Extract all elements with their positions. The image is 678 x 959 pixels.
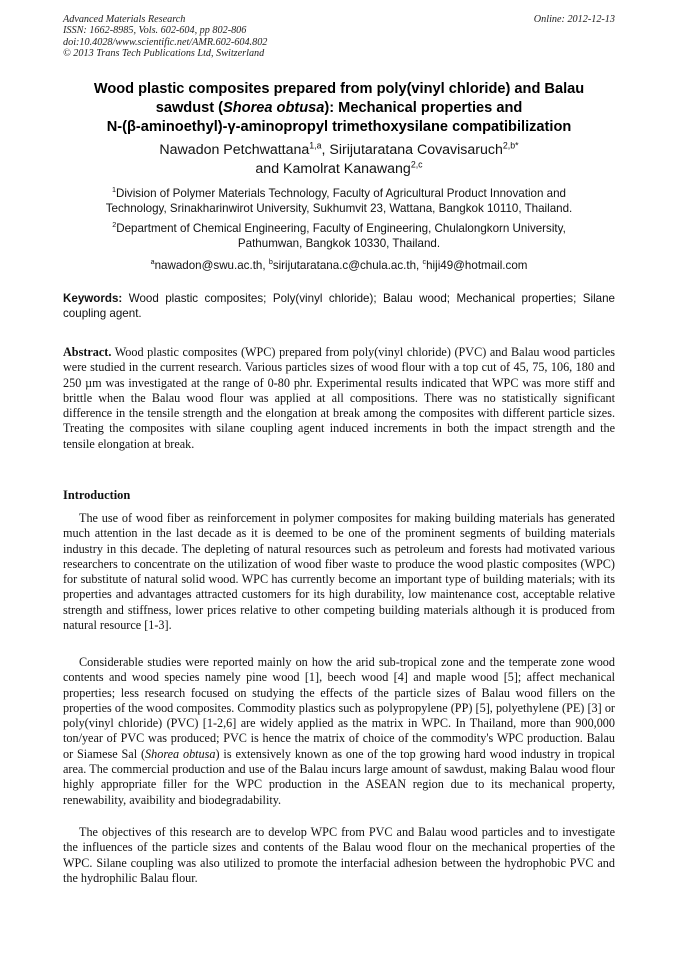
intro-paragraph-3: The objectives of this research are to develop WPC from PVC and Balau wood particles and to investigate the influences of the particle sizes and contents of the Balau wood flour on the mechanical properties of the WPC. Silane coupling was also utilized to promote the interfacial adhesion between the hydrophobic PVC and the hydrophilic Balau flour.: [63, 825, 615, 885]
title-line-2: sawdust (Shorea obtusa): Mechanical properties and: [155, 100, 523, 116]
paper-title: [40, 80, 638, 137]
affiliation-2: $^2$Department of Chemical Engineering, Faculty of Engineering, Chulalongkorn University, Pathumwan, Bangkok 10330, Thailand.: [112, 220, 566, 251]
intro-paragraph-1: The use of wood fiber as reinforcement in polymer composites for making building materials has generated much attention in the last decade as it is deemed to be one of the prominent segments of building materials industry in this decade. The depleting of natural resources such as petroleum and forests had motivated various researchers to concentrate on the utilization of wood fiber waste to produce the wood plastic composites (WPC) for substitute of natural solid wood. WPC has currently become an important type of building materials; with its properties and advantages attracted customers for its high durability, low maintenance cost, acceptable relative strength and stiffness, lower prices relative to other competing building materials although it is produced from natural resource [1-3].: [63, 511, 615, 633]
journal-name: Advanced Materials Research: [63, 14, 186, 25]
keywords-text: Wood plastic composites; Poly(vinyl chloride); Balau wood; Mechanical properties; Silane coupling agent.: [63, 292, 615, 321]
copyright-line: © 2013 Trans Tech Publications Ltd, Switzerland: [63, 48, 265, 60]
title-line-1: Wood plastic composites prepared from poly(vinyl chloride) and Balau: [93, 81, 585, 97]
author-list: [40, 141, 638, 179]
author-emails: $^a$nawadon@swu.ac.th, $^b$sirijutaratana.c@chula.ac.th, $^c$hiji49@hotmail.com: [150, 257, 528, 272]
keywords: [63, 291, 615, 322]
species-name-italic: Shorea obtusa: [145, 746, 216, 761]
species-name: Shorea obtusa: [223, 100, 325, 116]
running-header: [63, 14, 615, 60]
doi-line: doi:10.4028/www.scientific.net/AMR.602-604.802: [63, 36, 268, 48]
author-2: Sirijutaratana Covavisaruch: [329, 142, 503, 158]
issn-line: ISSN: 1662-8985, Vols. 602-604, pp 802-806: [63, 25, 247, 37]
abstract-label: Abstract.: [63, 345, 112, 359]
email-a: nawadon@swu.ac.th,: [154, 259, 269, 272]
online-date: Online: 2012-12-13: [533, 14, 615, 25]
author-row-2: and Kamolrat Kanawang$^{2,c}$: [255, 159, 423, 177]
abstract-text: Wood plastic composites (WPC) prepared from poly(vinyl chloride) (PVC) and Balau wood particles were studied in the current research. Various particles sizes of wood flour with a top cut of 45, 75, 106, 180 and 250 µm was investigated at the range of 0-80 phr. Experimental results indicated that WPC was more stiff and brittle when the Balau wood flour was applied at all compositions. There was no statistically significant difference in the tensile strength and the elongation at break among the composites with different particle sizes. Treating the composites with silane coupling agent induced increments in both the impact strength and the tensile elongation at break.: [63, 345, 615, 451]
keywords-label: Keywords:: [63, 292, 123, 305]
author-row-1: Nawadon Petchwattana$^{1,a}$, Sirijutaratana Covavisaruch$^{2,b*}$: [159, 140, 519, 158]
author-1: Nawadon Petchwattana: [159, 142, 310, 158]
intro-paragraph-2: Considerable studies were reported mainly on how the arid sub-tropical zone and the temperate zone wood contents and wood species namely pine wood [1], beech wood [4] and maple wood [5]; affect mechanical properties; less research focused on studying the effects of the particle sizes of Balau wood fillers on the properties of the wood composites. Commodity plastics such as polypropylene (PP) [5], polyethylene (PE) [3] or poly(vinyl chloride) (PVC) [1-2,6] are widely applied as the matrix in WPC. In Thailand, more than 900,000 ton/year of PVC was produced; PVC is hence the matrix of choice of the commodity's WPC production. Balau or Siamese Sal (Shorea obtusa) is extensively known as one of the top growing hard wood industry in tropical area. The commercial production and use of the Balau incurs large amount of sawdust, making Balau wood flour highly appropriate filler for the WPC production in the ASEAN region due to its mechanical property, renewability, avaibility and biodegradability.: [63, 655, 615, 807]
abstract: [63, 345, 615, 452]
section-heading-introduction: Introduction: [63, 488, 131, 502]
email-b: sirijutaratana.c@chula.ac.th,: [272, 259, 423, 272]
email-c: hiji49@hotmail.com: [426, 259, 528, 272]
author-3: Kamolrat Kanawang: [283, 161, 411, 177]
affiliation-1: $^1$Division of Polymer Materials Technology, Faculty of Agricultural Product Innovation and Technology, Srinakharinwirot University, Sukhumvit 23, Wattana, Bangkok 10110, Thailand.: [105, 185, 573, 216]
title-line-3: N-(β-aminoethyl)-γ-aminopropyl trimethoxysilane compatibilization: [106, 119, 572, 135]
